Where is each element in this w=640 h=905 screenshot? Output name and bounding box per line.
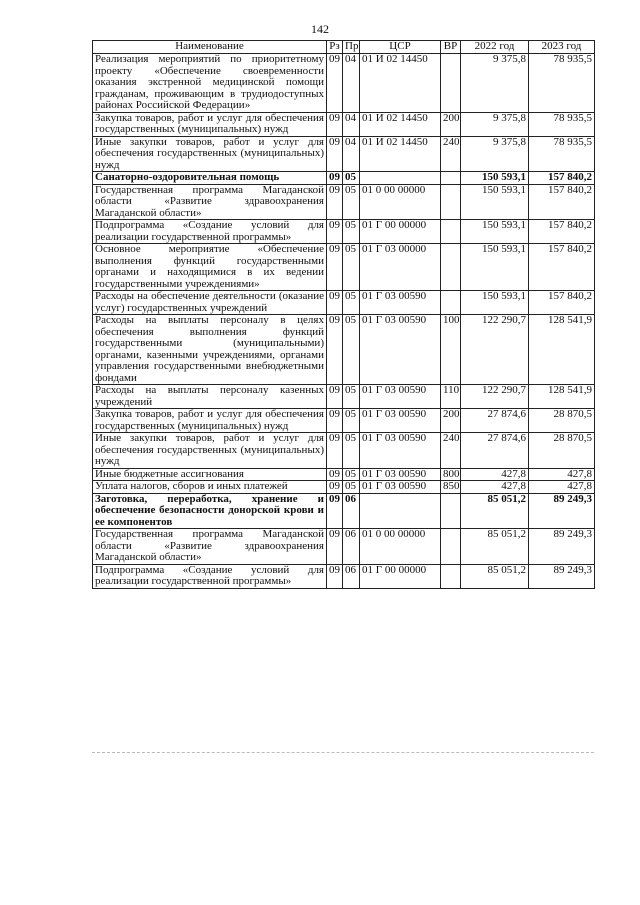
cell-vr: [441, 564, 461, 588]
cell-2022: 150 593,1: [461, 244, 529, 291]
cell-2023: 157 840,2: [529, 184, 595, 220]
cell-csr: 01 Г 03 00590: [360, 315, 441, 385]
column-header-rz: Рз: [327, 41, 343, 54]
cell-2023: 157 840,2: [529, 172, 595, 185]
cell-rz: 09: [327, 481, 343, 494]
table-body: [93, 54, 595, 589]
cell-pr: 05: [343, 315, 360, 385]
cell-vr: [441, 54, 461, 113]
cell-2022: 9 375,8: [461, 112, 529, 136]
cell-csr: 01 0 00 00000: [360, 529, 441, 565]
cell-2022: 27 874,6: [461, 409, 529, 433]
cell-rz: 09: [327, 184, 343, 220]
cell-2023: 78 935,5: [529, 54, 595, 113]
cell-vr: 240: [441, 136, 461, 172]
cell-csr: [360, 493, 441, 529]
cell-csr: 01 Г 03 00000: [360, 244, 441, 291]
table-row: [93, 481, 595, 494]
column-header-2022: 2022 год: [461, 41, 529, 54]
cell-name: Расходы на выплаты персоналу казенных учреждений: [93, 385, 327, 409]
cell-2022: 9 375,8: [461, 54, 529, 113]
table-row: [93, 136, 595, 172]
cell-2023: 78 935,5: [529, 112, 595, 136]
column-header-name: Наименование: [93, 41, 327, 54]
table-row: [93, 385, 595, 409]
cell-name: Реализация мероприятий по приоритетному проекту «Обеспечение своевременности оказания экстренной медицинской помощи гражданам, проживающим в трудиодоступных районах Российской Федерации»: [93, 54, 327, 113]
page-divider: [92, 752, 594, 753]
table-row: [93, 184, 595, 220]
cell-vr: 110: [441, 385, 461, 409]
cell-csr: 01 Г 03 00590: [360, 291, 441, 315]
cell-vr: [441, 493, 461, 529]
cell-pr: 05: [343, 244, 360, 291]
cell-pr: 05: [343, 220, 360, 244]
cell-csr: 01 Г 00 00000: [360, 220, 441, 244]
cell-name: Закупка товаров, работ и услуг для обеспечения государственных (муниципальных) нужд: [93, 112, 327, 136]
cell-2022: 122 290,7: [461, 385, 529, 409]
table-row: [93, 172, 595, 185]
cell-pr: 05: [343, 184, 360, 220]
cell-pr: 06: [343, 493, 360, 529]
column-header-pr: Пр: [343, 41, 360, 54]
cell-csr: 01 Г 03 00590: [360, 433, 441, 469]
table-row: [93, 564, 595, 588]
cell-csr: 01 И 02 14450: [360, 136, 441, 172]
cell-2023: 28 870,5: [529, 433, 595, 469]
cell-2022: 150 593,1: [461, 172, 529, 185]
cell-pr: 05: [343, 468, 360, 481]
cell-pr: 05: [343, 409, 360, 433]
cell-2022: 150 593,1: [461, 220, 529, 244]
column-header-vr: ВР: [441, 41, 461, 54]
cell-vr: 200: [441, 112, 461, 136]
cell-2023: 89 249,3: [529, 493, 595, 529]
column-header-csr: ЦСР: [360, 41, 441, 54]
cell-vr: 850: [441, 481, 461, 494]
cell-name: Государственная программа Магаданской области «Развитие здравоохранения Магаданской области»: [93, 529, 327, 565]
cell-name: Расходы на обеспечение деятельности (оказание услуг) государственных учреждений: [93, 291, 327, 315]
cell-vr: [441, 529, 461, 565]
cell-name: Государственная программа Магаданской области «Развитие здравоохранения Магаданской области»: [93, 184, 327, 220]
cell-name: Основное мероприятие «Обеспечение выполнения функций государственными органами и находящимися в их ведении государственными учреждениями»: [93, 244, 327, 291]
cell-rz: 09: [327, 136, 343, 172]
cell-pr: 04: [343, 136, 360, 172]
cell-name: Подпрограмма «Создание условий для реализации государственной программы»: [93, 220, 327, 244]
cell-pr: 05: [343, 481, 360, 494]
cell-2022: 122 290,7: [461, 315, 529, 385]
table-row: [93, 220, 595, 244]
cell-rz: 09: [327, 112, 343, 136]
cell-2022: 427,8: [461, 468, 529, 481]
table-row: [93, 529, 595, 565]
cell-name: Санаторно-оздоровительная помощь: [93, 172, 327, 185]
table-header-row: [93, 41, 595, 54]
cell-2022: 27 874,6: [461, 433, 529, 469]
cell-name: Иные закупки товаров, работ и услуг для обеспечения государственных (муниципальных) нужд: [93, 433, 327, 469]
cell-2023: 157 840,2: [529, 244, 595, 291]
cell-csr: 01 И 02 14450: [360, 112, 441, 136]
table-row: [93, 315, 595, 385]
table-row: [93, 291, 595, 315]
cell-2022: 85 051,2: [461, 493, 529, 529]
cell-name: Закупка товаров, работ и услуг для обеспечения государственных (муниципальных) нужд: [93, 409, 327, 433]
cell-2023: 427,8: [529, 468, 595, 481]
cell-csr: 01 Г 03 00590: [360, 385, 441, 409]
cell-csr: 01 Г 03 00590: [360, 409, 441, 433]
cell-rz: 09: [327, 315, 343, 385]
cell-rz: 09: [327, 291, 343, 315]
budget-table: [92, 40, 595, 589]
column-header-2023: 2023 год: [529, 41, 595, 54]
cell-pr: 05: [343, 433, 360, 469]
cell-2023: 157 840,2: [529, 220, 595, 244]
cell-vr: [441, 184, 461, 220]
cell-rz: 09: [327, 54, 343, 113]
cell-rz: 09: [327, 493, 343, 529]
cell-2023: 157 840,2: [529, 291, 595, 315]
table-row: [93, 244, 595, 291]
cell-rz: 09: [327, 564, 343, 588]
cell-csr: 01 Г 00 00000: [360, 564, 441, 588]
cell-rz: 09: [327, 172, 343, 185]
cell-vr: [441, 291, 461, 315]
table-row: [93, 433, 595, 469]
cell-vr: 100: [441, 315, 461, 385]
cell-rz: 09: [327, 529, 343, 565]
cell-csr: 01 Г 03 00590: [360, 468, 441, 481]
cell-pr: 04: [343, 112, 360, 136]
cell-name: Расходы на выплаты персоналу в целях обеспечения выполнения функций государственными (муниципальными) органами, казенными учреждениями, органами управления государственными внебюджетными фондами: [93, 315, 327, 385]
table-row: [93, 493, 595, 529]
cell-csr: 01 И 02 14450: [360, 54, 441, 113]
cell-2022: 9 375,8: [461, 136, 529, 172]
cell-rz: 09: [327, 468, 343, 481]
cell-name: Заготовка, переработка, хранение и обеспечение безопасности донорской крови и ее компонентов: [93, 493, 327, 529]
cell-2023: 89 249,3: [529, 564, 595, 588]
cell-rz: 09: [327, 385, 343, 409]
cell-pr: 06: [343, 529, 360, 565]
cell-vr: 200: [441, 409, 461, 433]
table-row: [93, 112, 595, 136]
cell-rz: 09: [327, 220, 343, 244]
cell-rz: 09: [327, 244, 343, 291]
cell-vr: [441, 220, 461, 244]
cell-rz: 09: [327, 433, 343, 469]
cell-2023: 89 249,3: [529, 529, 595, 565]
cell-csr: 01 Г 03 00590: [360, 481, 441, 494]
cell-2023: 128 541,9: [529, 315, 595, 385]
cell-name: Иные закупки товаров, работ и услуг для обеспечения государственных (муниципальных) нужд: [93, 136, 327, 172]
cell-2022: 85 051,2: [461, 564, 529, 588]
cell-csr: [360, 172, 441, 185]
cell-2022: 427,8: [461, 481, 529, 494]
cell-2023: 427,8: [529, 481, 595, 494]
table-row: [93, 54, 595, 113]
table-row: [93, 409, 595, 433]
cell-pr: 06: [343, 564, 360, 588]
cell-pr: 05: [343, 172, 360, 185]
cell-2023: 128 541,9: [529, 385, 595, 409]
cell-2023: 28 870,5: [529, 409, 595, 433]
table-row: [93, 468, 595, 481]
cell-vr: 800: [441, 468, 461, 481]
cell-name: Иные бюджетные ассигнования: [93, 468, 327, 481]
cell-2023: 78 935,5: [529, 136, 595, 172]
cell-vr: [441, 172, 461, 185]
page-number: 142: [311, 22, 329, 36]
cell-2022: 85 051,2: [461, 529, 529, 565]
cell-vr: [441, 244, 461, 291]
cell-2022: 150 593,1: [461, 184, 529, 220]
cell-rz: 09: [327, 409, 343, 433]
cell-csr: 01 0 00 00000: [360, 184, 441, 220]
cell-name: Подпрограмма «Создание условий для реализации государственной программы»: [93, 564, 327, 588]
cell-pr: 04: [343, 54, 360, 113]
cell-2022: 150 593,1: [461, 291, 529, 315]
cell-vr: 240: [441, 433, 461, 469]
cell-name: Уплата налогов, сборов и иных платежей: [93, 481, 327, 494]
cell-pr: 05: [343, 385, 360, 409]
cell-pr: 05: [343, 291, 360, 315]
